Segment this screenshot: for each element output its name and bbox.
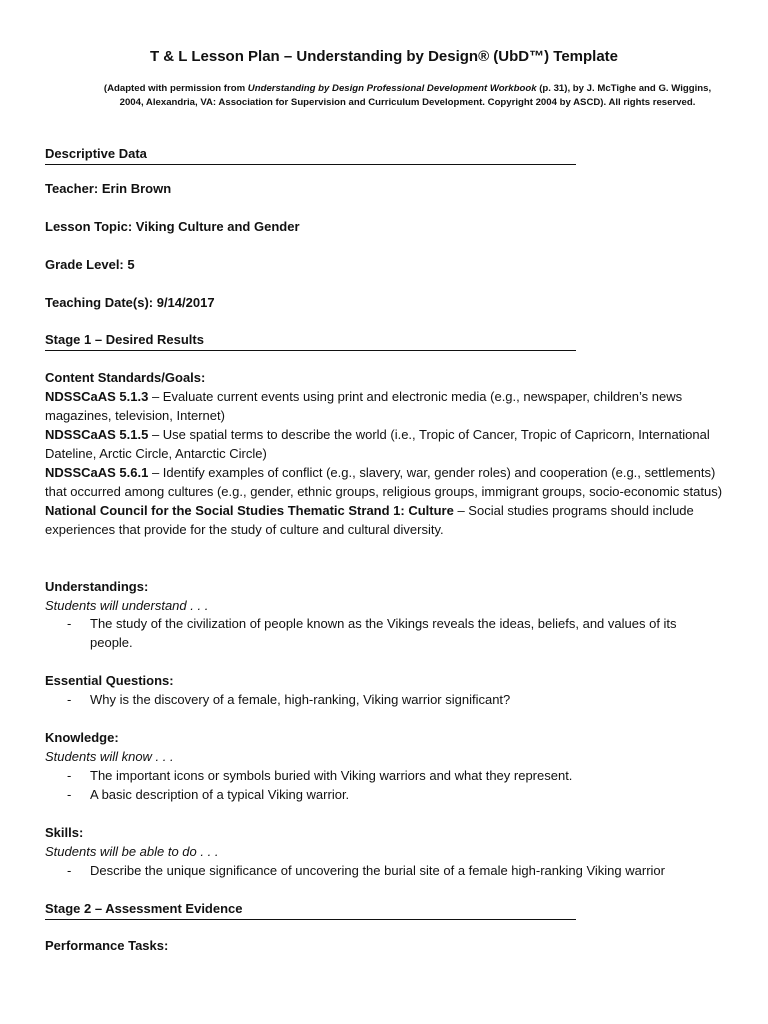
performance-tasks-heading: Performance Tasks: (45, 938, 169, 953)
standard-code: NDSSCaAS 5.1.3 (45, 389, 149, 404)
knowledge-heading: Knowledge: (45, 730, 119, 745)
lesson-topic-line: Lesson Topic: Viking Culture and Gender (45, 219, 300, 234)
standard-item (45, 463, 725, 501)
list-item (67, 690, 717, 709)
understandings-lead: Students will understand . . . (45, 598, 209, 613)
bullet-dash: - (67, 863, 72, 878)
adaptation-suffix: (p. 31), by J. McTighe and G. Wiggins, 2004, Alexandria, VA: Association for Supervision and Curriculum Development. Copyright 2004 by ASCD). All rights reserved. (119, 83, 712, 108)
standard-code: NDSSCaAS 5.6.1 (45, 465, 149, 480)
list-item (67, 766, 717, 785)
bullet-dash: - (67, 692, 72, 707)
stage1-heading: Stage 1 – Desired Results (45, 330, 576, 351)
standard-text: – Identify examples of conflict (e.g., slavery, war, gender roles) and cooperation (e.g., settlements) that occurred among cultures (e.g., gender, ethnic groups, religious groups, immigrant groups, socio-economic status) (45, 465, 723, 499)
descriptive-data-heading: Descriptive Data (45, 144, 576, 165)
standard-text: – Evaluate current events using print and electronic media (e.g., newspaper, children’s news magazines, television, Internet) (45, 389, 683, 423)
list-item-text: The important icons or symbols buried with Viking warriors and what they represent. (90, 768, 573, 783)
content-standards-heading: Content Standards/Goals: (45, 370, 206, 385)
teaching-date-line: Teaching Date(s): 9/14/2017 (45, 295, 215, 310)
knowledge-lead: Students will know . . . (45, 749, 174, 764)
page-title: T & L Lesson Plan – Understanding by Design® (UbD™) Template (149, 48, 619, 65)
standard-text: – Social studies programs should include experiences that provide for the study of culture and cultural diversity. (45, 503, 694, 537)
standard-code: NDSSCaAS 5.1.5 (45, 427, 149, 442)
skills-heading: Skills: (45, 825, 84, 840)
standard-item (45, 387, 725, 425)
list-item (67, 614, 717, 652)
list-item-text: Why is the discovery of a female, high-ranking, Viking warrior significant? (90, 692, 511, 707)
standards-list (45, 387, 725, 539)
stage2-heading: Stage 2 – Assessment Evidence (45, 899, 576, 920)
bullet-dash: - (67, 768, 72, 783)
list-item-text: The study of the civilization of people known as the Vikings reveals the ideas, beliefs, and values of its people. (90, 616, 677, 650)
essential-questions-heading: Essential Questions: (45, 673, 174, 688)
list-item (67, 861, 717, 880)
grade-level-line: Grade Level: 5 (45, 257, 135, 272)
standard-text: – Use spatial terms to describe the world (i.e., Tropic of Cancer, Tropic of Capricorn, International Dateline, Arctic Circle, Antarctic Circle) (45, 427, 710, 461)
skills-lead: Students will be able to do . . . (45, 844, 219, 859)
standard-code: National Council for the Social Studies Thematic Strand 1: Culture (45, 503, 454, 518)
standard-item (45, 501, 725, 539)
bullet-dash: - (67, 787, 72, 802)
adaptation-note (95, 82, 720, 110)
teacher-line: Teacher: Erin Brown (45, 181, 172, 196)
list-item (67, 785, 717, 804)
standard-item (45, 425, 725, 463)
understandings-heading: Understandings: (45, 579, 149, 594)
list-item-text: A basic description of a typical Viking warrior. (90, 787, 350, 802)
list-item-text: Describe the unique significance of uncovering the burial site of a female high-ranking Viking warrior (90, 863, 665, 878)
bullet-dash: - (67, 616, 72, 631)
adaptation-prefix: (Adapted with permission from (103, 83, 248, 94)
adaptation-book-title: Understanding by Design Professional Development Workbook (247, 83, 537, 94)
